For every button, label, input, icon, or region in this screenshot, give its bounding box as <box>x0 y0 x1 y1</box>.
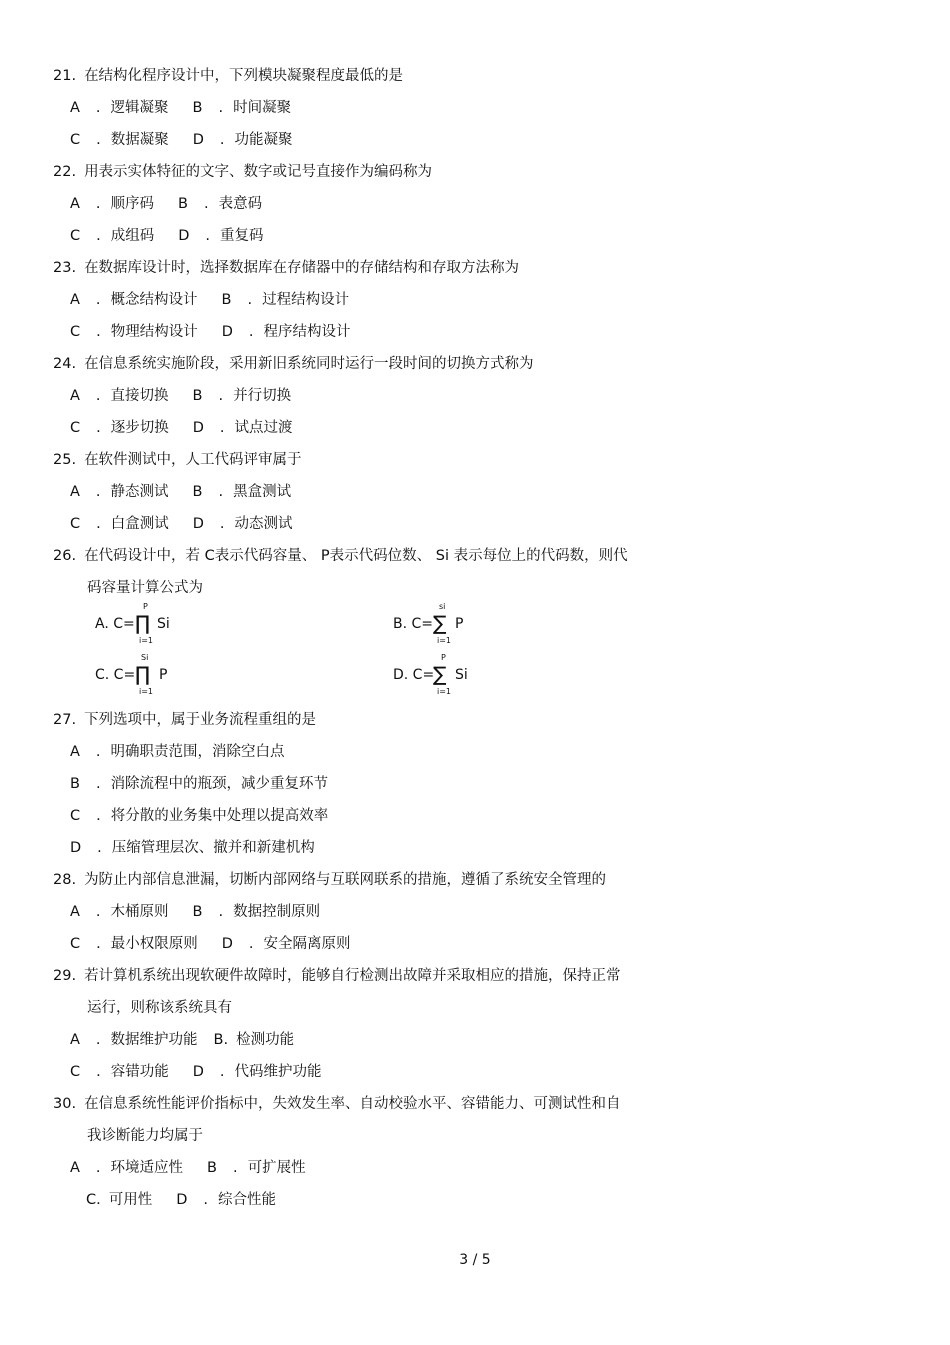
option-label: D <box>178 228 190 244</box>
option-label: D <box>221 936 233 952</box>
option-label: A <box>70 100 80 116</box>
option-row: C . 数据凝聚 D . 功能凝聚 <box>70 132 293 148</box>
option-label: D <box>221 324 233 340</box>
option-row: C . 成组码 D . 重复码 <box>70 228 264 244</box>
option-text: 最小权限原则 <box>110 936 198 952</box>
option-text: 重复码 <box>220 228 264 244</box>
option-label: C <box>70 228 81 244</box>
option-text: 白盒测试 <box>110 516 169 532</box>
option-label: B <box>221 292 232 308</box>
option-label: D <box>192 1064 204 1080</box>
option-label: C <box>70 324 81 340</box>
option-label: D <box>70 840 82 856</box>
option-text: 时间凝聚 <box>233 100 292 116</box>
sum-symbol: ∑ <box>433 662 447 686</box>
option-row: B . 消除流程中的瓶颈，减少重复环节 <box>70 776 329 792</box>
formula-lower-limit: i=1 <box>139 636 154 645</box>
option-text: 将分散的业务集中处理以提高效率 <box>110 808 329 824</box>
option-label: A <box>70 904 80 920</box>
formula-operand: P <box>455 616 464 632</box>
question-text: 若计算机系统出现软硬件故障时，能够自行检测出故障并采取相应的措施，保持正常 <box>84 968 621 984</box>
option-text: 可用性 <box>108 1192 153 1208</box>
option-text: 可扩展性 <box>247 1160 306 1176</box>
formula-upper-limit: Si <box>141 653 149 662</box>
option-label: D <box>192 420 204 436</box>
option-row: C . 白盒测试 D . 动态测试 <box>70 516 293 532</box>
option-row: D . 压缩管理层次、撤并和新建机构 <box>70 840 315 856</box>
option-label: C <box>70 132 81 148</box>
question-26 <box>53 546 628 566</box>
option-text: 物理结构设计 <box>110 324 198 340</box>
option-row: C . 最小权限原则 D . 安全隔离原则 <box>70 936 351 952</box>
option-row: A . 直接切换 B . 并行切换 <box>70 388 292 404</box>
question-text: 在结构化程序设计中，下列模块凝聚程度最低的是 <box>84 68 404 84</box>
option-text: 压缩管理层次、撤并和新建机构 <box>111 840 315 856</box>
formula-upper-limit: si <box>439 602 446 611</box>
option-label: B <box>178 196 188 212</box>
product-symbol: ∏ <box>135 662 151 686</box>
option-label: B <box>207 1160 217 1176</box>
formula-label: B. C= <box>393 616 434 632</box>
option-label: A <box>70 484 80 500</box>
option-row: C . 将分散的业务集中处理以提高效率 <box>70 808 329 824</box>
formula-b <box>393 602 513 646</box>
formula-label: D. C= <box>393 667 435 683</box>
option-text: 容错功能 <box>110 1064 169 1080</box>
question-number: 30. <box>53 1096 77 1112</box>
option-row: A . 顺序码 B . 表意码 <box>70 196 263 212</box>
question-number: 24. <box>53 356 77 372</box>
question-30 <box>53 1094 621 1114</box>
question-27 <box>53 710 316 730</box>
option-label: D <box>192 132 204 148</box>
question-number: 22. <box>53 164 77 180</box>
option-label: C <box>70 808 81 824</box>
option-text: 并行切换 <box>233 388 292 404</box>
option-label: A <box>70 1032 80 1048</box>
question-number: 28. <box>53 872 77 888</box>
option-row: A . 环境适应性 B . 可扩展性 <box>70 1160 306 1176</box>
option-text: 顺序码 <box>110 196 155 212</box>
question-text: 下列选项中，属于业务流程重组的是 <box>84 712 317 728</box>
option-label: C. <box>86 1192 101 1208</box>
option-row: A . 数据维护功能 B. 检测功能 <box>70 1032 295 1048</box>
question-continuation: 我诊断能力均属于 <box>87 1128 203 1144</box>
question-number: 21. <box>53 68 77 84</box>
option-row: C . 逐步切换 D . 试点过渡 <box>70 420 293 436</box>
option-label: B <box>192 484 203 500</box>
option-label: B <box>70 776 80 792</box>
option-label: C <box>70 516 81 532</box>
option-text: 消除流程中的瓶颈，减少重复环节 <box>110 776 329 792</box>
formula-label: A. C= <box>95 616 135 632</box>
question-24 <box>53 354 534 374</box>
option-text: 试点过渡 <box>234 420 293 436</box>
option-text: 检测功能 <box>236 1032 295 1048</box>
option-row: A . 明确职责范围，消除空白点 <box>70 744 285 760</box>
formula-lower-limit: i=1 <box>437 636 452 645</box>
formula-operand: P <box>159 667 168 683</box>
option-label: A <box>70 292 80 308</box>
question-28 <box>53 870 606 890</box>
question-text: 在信息系统实施阶段，采用新旧系统同时运行一段时间的切换方式称为 <box>84 356 534 372</box>
question-23 <box>53 258 519 278</box>
option-text: 综合性能 <box>218 1192 277 1208</box>
question-number: 29. <box>53 968 77 984</box>
formula-d <box>393 653 513 697</box>
option-text: 环境适应性 <box>110 1160 184 1176</box>
question-25 <box>53 450 302 470</box>
option-label: B. <box>213 1032 229 1048</box>
sum-symbol: ∑ <box>433 611 447 635</box>
option-label: D <box>176 1192 188 1208</box>
option-label: A <box>70 196 80 212</box>
question-22 <box>53 162 432 182</box>
question-29 <box>53 966 621 986</box>
option-row: A . 逻辑凝聚 B . 时间凝聚 <box>70 100 292 116</box>
option-text: 逻辑凝聚 <box>110 100 169 116</box>
formula-c <box>95 653 215 697</box>
page-number: 3 / 5 <box>459 1252 491 1268</box>
option-label: C <box>70 936 81 952</box>
formula-upper-limit: P <box>143 602 148 611</box>
option-label: B <box>192 904 203 920</box>
option-label: B <box>192 388 203 404</box>
option-text: 数据维护功能 <box>110 1032 198 1048</box>
option-text: 过程结构设计 <box>262 292 350 308</box>
option-row: A . 木桶原则 B . 数据控制原则 <box>70 904 321 920</box>
option-text: 静态测试 <box>110 484 169 500</box>
option-text: 明确职责范围，消除空白点 <box>110 744 285 760</box>
formula-upper-limit: P <box>441 653 446 662</box>
question-number: 25. <box>53 452 77 468</box>
question-text: 在数据库设计时，选择数据库在存储器中的存储结构和存取方法称为 <box>84 260 520 276</box>
option-text: 动态测试 <box>234 516 293 532</box>
option-text: 直接切换 <box>110 388 169 404</box>
option-text: 安全隔离原则 <box>263 936 351 952</box>
option-row: C. 可用性 D . 综合性能 <box>86 1192 277 1208</box>
option-text: 表意码 <box>218 196 263 212</box>
formula-lower-limit: i=1 <box>139 687 154 696</box>
option-text: 数据凝聚 <box>110 132 169 148</box>
option-row: A . 静态测试 B . 黑盒测试 <box>70 484 292 500</box>
option-text: 成组码 <box>110 228 155 244</box>
question-text: 为防止内部信息泄漏，切断内部网络与互联网联系的措施，遵循了系统安全管理的 <box>84 872 607 888</box>
question-number: 23. <box>53 260 77 276</box>
question-text: 在代码设计中，若 C表示代码容量、 P表示代码位数、 Si 表示每位上的代码数，则代 <box>84 548 628 564</box>
question-21 <box>53 66 403 86</box>
formula-a <box>95 602 215 646</box>
formula-lower-limit: i=1 <box>437 687 452 696</box>
option-row: A . 概念结构设计 B . 过程结构设计 <box>70 292 350 308</box>
option-text: 数据控制原则 <box>233 904 321 920</box>
option-label: A <box>70 1160 80 1176</box>
option-text: 黑盒测试 <box>233 484 292 500</box>
formula-operand: Si <box>157 616 170 632</box>
option-text: 功能凝聚 <box>234 132 293 148</box>
question-number: 26. <box>53 548 77 564</box>
question-number: 27. <box>53 712 77 728</box>
option-label: A <box>70 388 80 404</box>
option-label: D <box>192 516 204 532</box>
question-text: 在软件测试中，人工代码评审属于 <box>84 452 302 468</box>
formula-label: C. C= <box>95 667 136 683</box>
option-label: A <box>70 744 80 760</box>
question-text: 用表示实体特征的文字、数字或记号直接作为编码称为 <box>84 164 433 180</box>
option-text: 代码维护功能 <box>234 1064 322 1080</box>
option-row: C . 物理结构设计 D . 程序结构设计 <box>70 324 351 340</box>
option-text: 概念结构设计 <box>110 292 198 308</box>
option-text: 逐步切换 <box>110 420 169 436</box>
product-symbol: ∏ <box>135 611 151 635</box>
question-continuation: 码容量计算公式为 <box>87 580 203 596</box>
option-label: C <box>70 420 81 436</box>
option-label: C <box>70 1064 81 1080</box>
option-label: B <box>192 100 203 116</box>
option-row: C . 容错功能 D . 代码维护功能 <box>70 1064 322 1080</box>
formula-operand: Si <box>455 667 468 683</box>
question-continuation: 运行，则称该系统具有 <box>87 1000 232 1016</box>
question-text: 在信息系统性能评价指标中，失效发生率、自动校验水平、容错能力、可测试性和自 <box>84 1096 621 1112</box>
option-text: 程序结构设计 <box>263 324 351 340</box>
option-text: 木桶原则 <box>110 904 169 920</box>
